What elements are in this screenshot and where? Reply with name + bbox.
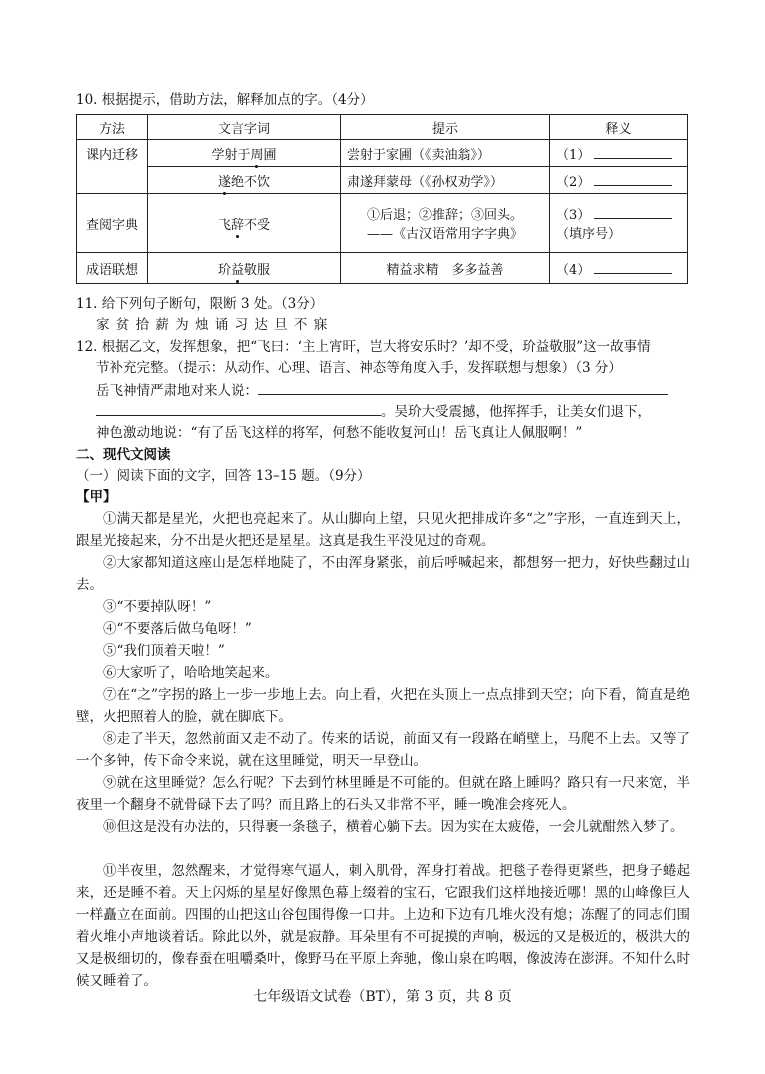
header-method: 方法 — [77, 115, 148, 140]
answer-line[interactable] — [96, 401, 381, 416]
answer-cell[interactable]: （2） — [550, 167, 688, 194]
dotted-char: 周 — [250, 144, 263, 163]
q12-title: 12. 根据乙文，发挥想象，把“飞曰：‘主上宵旰，岂大将安乐时？’却不受，玠益敬服”这一故事情 — [76, 339, 651, 355]
hint-cell: 尝射于家圃（《卖油翁》） — [341, 140, 550, 167]
paragraph: ③“不要掉队呀！” — [103, 599, 212, 615]
header-meaning: 释义 — [550, 115, 688, 140]
q12-line3: 神色激动地说：“有了岳飞这样的将军，何愁不能收复河山！岳飞真让人佩服啊！” — [96, 425, 583, 441]
table-row — [77, 194, 688, 253]
hint-cell: ①后退；②推辞；③回头。 ——《古汉语常用字字典》 — [341, 194, 550, 253]
hint-cell: 肃遂拜蒙母（《孙权劝学》） — [341, 167, 550, 194]
answer-blank[interactable] — [594, 205, 672, 219]
paragraph: ①满天都是星光，火把也亮起来了。从山脚向上望，只见火把排成许多“之”字形，一直连到天上，跟星光接起来，分不出是火把还是星星。这真是我生平没见过的奇观。 — [76, 511, 690, 549]
paragraph: ⑩但这是没有办法的，只得裹一条毯子，横着心躺下去。因为实在太疲倦，一会儿就酣然入梦了。 — [103, 819, 684, 835]
paragraph: ⑧走了半天，忽然前面又走不动了。传来的话说，前面又有一段路在峭壁上，马爬不上去。又等了一个多钟，传下命令来说，就在这里睡觉，明天一早登山。 — [76, 731, 690, 769]
q12-title-cont: 节补充完整。（提示：从动作、心理、语言、神态等角度入手，发挥联想与想象）（3 分） — [96, 360, 622, 376]
paragraph: ⑤“我们顶着天啦！” — [103, 643, 225, 659]
passage-label: 【甲】 — [76, 489, 117, 505]
answer-blank[interactable] — [594, 145, 672, 159]
answer-cell[interactable]: （4） — [550, 253, 688, 284]
page-footer: 七年级语文试卷（BT），第 3 页，共 8 页 — [253, 989, 512, 1005]
paragraph: ⑥大家听了，哈哈地笑起来。 — [103, 665, 279, 681]
word-cell: 遂绝不饮 — [148, 167, 341, 194]
paragraph: ⑦在“之”字拐的路上一步一步地上去。向上看，火把在头顶上一点点排到天空；向下看，简直是绝壁，火把照着人的脸，就在脚底下。 — [76, 687, 690, 725]
header-word: 文言字词 — [148, 115, 341, 140]
table-header-row — [77, 115, 688, 140]
method-cell: 课内迁移 — [77, 140, 148, 194]
paragraph: ⑨就在这里睡觉？怎么行呢？下去到竹林里睡是不可能的。但就在路上睡吗？路只有一尺来宽，半夜里一个翻身不就骨碌下去了吗？而且路上的石头又非常不平，睡一晚准会疼死人。 — [76, 775, 690, 813]
q11-title: 11. 给下列句子断句，限断 3 处。（3分） — [76, 296, 324, 312]
q11-sentence: 家 贫 拾 薪 为 烛 诵 习 达 旦 不 寐 — [96, 317, 329, 333]
answer-cell[interactable]: （3） （填序号） — [550, 194, 688, 253]
method-cell: 成语联想 — [77, 253, 148, 284]
paragraph: ④“不要落后做乌龟呀！” — [103, 621, 252, 637]
method-cell: 查阅字典 — [77, 194, 148, 253]
paragraph: ②大家都知道这座山是怎样地陡了，不由浑身紧张，前后呼喊起来，都想努一把力，好快些翻过山去。 — [76, 555, 690, 593]
section-title: 二、现代文阅读 — [76, 447, 171, 463]
q10-title: 10. 根据提示，借助方法，解释加点的字。（4分） — [76, 92, 374, 108]
answer-cell[interactable]: （1） — [550, 140, 688, 167]
table-row — [77, 253, 688, 284]
table-row — [77, 167, 688, 194]
dotted-char: 遂 — [218, 171, 231, 190]
hint-cell: 精益求精 多多益善 — [341, 253, 550, 284]
answer-blank[interactable] — [594, 172, 672, 186]
word-cell: 玠益敬服 — [148, 253, 341, 284]
paragraph: ⑪半夜里，忽然醒来，才觉得寒气逼人，刺入肌骨，浑身打着战。把毯子卷得更紧些，把身子蜷起来，还是睡不着。天上闪烁的星星好像黑色幕上缀着的宝石，它跟我们这样地接近哪！黑的山峰像巨人一样矗立在面前。四围的山把这山谷包围得像一口井。上边和下边有几堆火没有熄；冻醒了的同志们围着火堆小声地谈着话。除此以外，就是寂静。耳朵里有不可捉摸的声响，极远的又是极近的，极洪大的又是极细切的，像春蚕在咀嚼桑叶，像野马在平原上奔驰，像山泉在呜咽，像波涛在澎湃。不知什么时候又睡着了。 — [76, 863, 690, 989]
answer-blank[interactable] — [594, 260, 672, 274]
q12-line2: 。吴玠大受震撼，他挥挥手，让美女们退下， — [96, 401, 651, 422]
word-cell: 学射于周圃 — [148, 140, 341, 167]
q10-table — [76, 114, 688, 284]
dotted-char: 益 — [231, 259, 244, 278]
table-row — [77, 140, 688, 167]
word-cell: 飞辞不受 — [148, 194, 341, 253]
dotted-char: 辞 — [231, 214, 244, 233]
section-sub: （一）阅读下面的文字，回答 13–15 题。（9分） — [76, 468, 371, 484]
answer-line[interactable] — [258, 380, 668, 395]
header-hint: 提示 — [341, 115, 550, 140]
q12-line1: 岳飞神情严肃地对来人说： — [96, 380, 668, 401]
